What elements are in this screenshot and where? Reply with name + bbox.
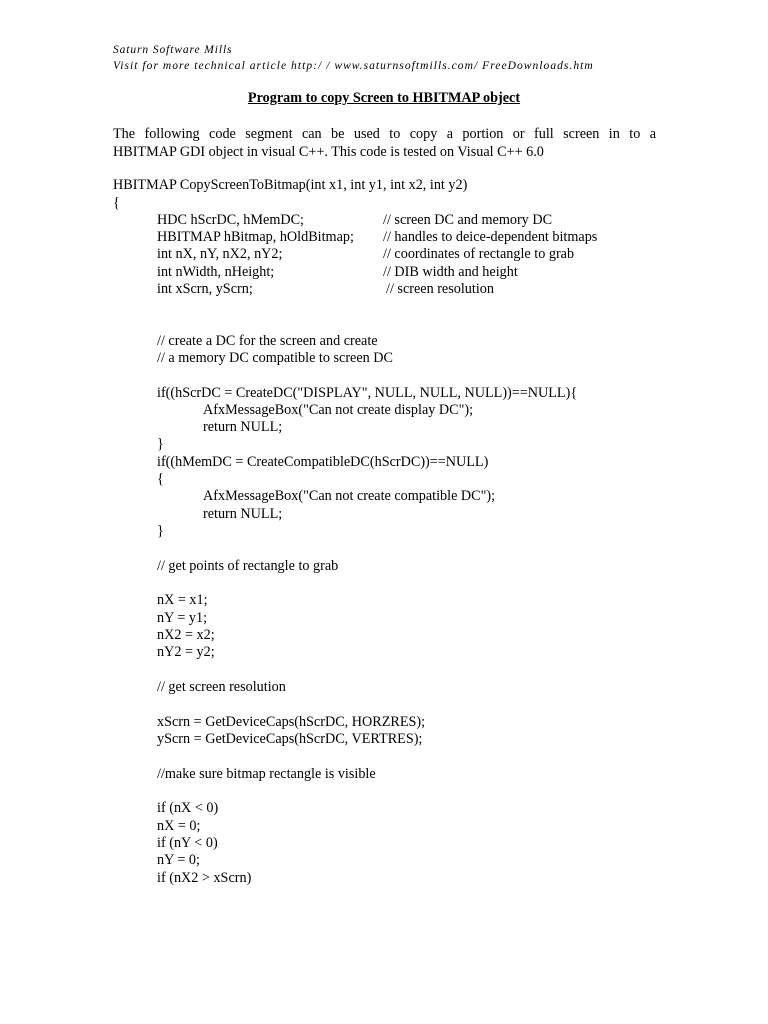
header-visit-link: Visit for more technical article http:/ / www.saturnsoftmills.com/ FreeDownloads.htm xyxy=(113,60,594,72)
code-line: yScrn = GetDeviceCaps(hScrDC, VERTRES); xyxy=(157,731,423,747)
code-line: nY = 0; xyxy=(157,852,200,868)
code-line: xScrn = GetDeviceCaps(hScrDC, HORZRES); xyxy=(157,714,426,730)
decl-code-line: HDC hScrDC, hMemDC; xyxy=(157,212,305,228)
code-line: } xyxy=(157,436,164,452)
code-comment: // a memory DC compatible to screen DC xyxy=(157,350,394,366)
code-line: return NULL; xyxy=(203,419,283,435)
code-line: return NULL; xyxy=(203,506,283,522)
code-comment: //make sure bitmap rectangle is visible xyxy=(157,766,376,782)
code-line: if((hScrDC = CreateDC("DISPLAY", NULL, NULL, NULL))==NULL){ xyxy=(157,385,578,401)
decl-code-line: HBITMAP hBitmap, hOldBitmap; xyxy=(157,229,354,245)
decl-comment-line: // screen DC and memory DC xyxy=(383,212,553,228)
code-line: { xyxy=(157,471,164,487)
decl-code-line: int nWidth, nHeight; xyxy=(157,264,275,280)
code-line: nY = y1; xyxy=(157,610,208,626)
decl-comment-line: // screen resolution xyxy=(386,281,494,297)
decl-comment-line: // handles to deice-dependent bitmaps xyxy=(383,229,598,245)
code-line: nX = x1; xyxy=(157,592,208,608)
code-line: if (nX2 > xScrn) xyxy=(157,870,252,886)
header-company: Saturn Software Mills xyxy=(113,44,233,56)
code-comment: // get points of rectangle to grab xyxy=(157,558,339,574)
open-brace: { xyxy=(113,195,120,211)
decl-code-line: int xScrn, yScrn; xyxy=(157,281,253,297)
code-line: if (nX < 0) xyxy=(157,800,219,816)
document-title: Program to copy Screen to HBITMAP object xyxy=(247,90,521,106)
intro-line-2: HBITMAP GDI object in visual C++. This code is tested on Visual C++ 6.0 xyxy=(113,143,544,160)
code-line: AfxMessageBox("Can not create display DC"); xyxy=(203,402,474,418)
code-line: } xyxy=(157,523,164,539)
decl-code-line: int nX, nY, nX2, nY2; xyxy=(157,246,283,262)
intro-line-1: The following code segment can be used to copy a portion or full screen in to a xyxy=(113,126,656,142)
decl-comment-line: // coordinates of rectangle to grab xyxy=(383,246,575,262)
code-line: nX = 0; xyxy=(157,818,201,834)
function-signature: HBITMAP CopyScreenToBitmap(int x1, int y1, int x2, int y2) xyxy=(113,177,468,193)
code-line: AfxMessageBox("Can not create compatible DC"); xyxy=(203,488,496,504)
intro-paragraph xyxy=(113,126,656,161)
code-line: if (nY < 0) xyxy=(157,835,218,851)
code-line: nX2 = x2; xyxy=(157,627,215,643)
decl-comment-line: // DIB width and height xyxy=(383,264,518,280)
code-comment: // get screen resolution xyxy=(157,679,286,695)
code-line: nY2 = y2; xyxy=(157,644,215,660)
code-comment: // create a DC for the screen and create xyxy=(157,333,378,349)
code-line: if((hMemDC = CreateCompatibleDC(hScrDC))==NULL) xyxy=(157,454,489,470)
